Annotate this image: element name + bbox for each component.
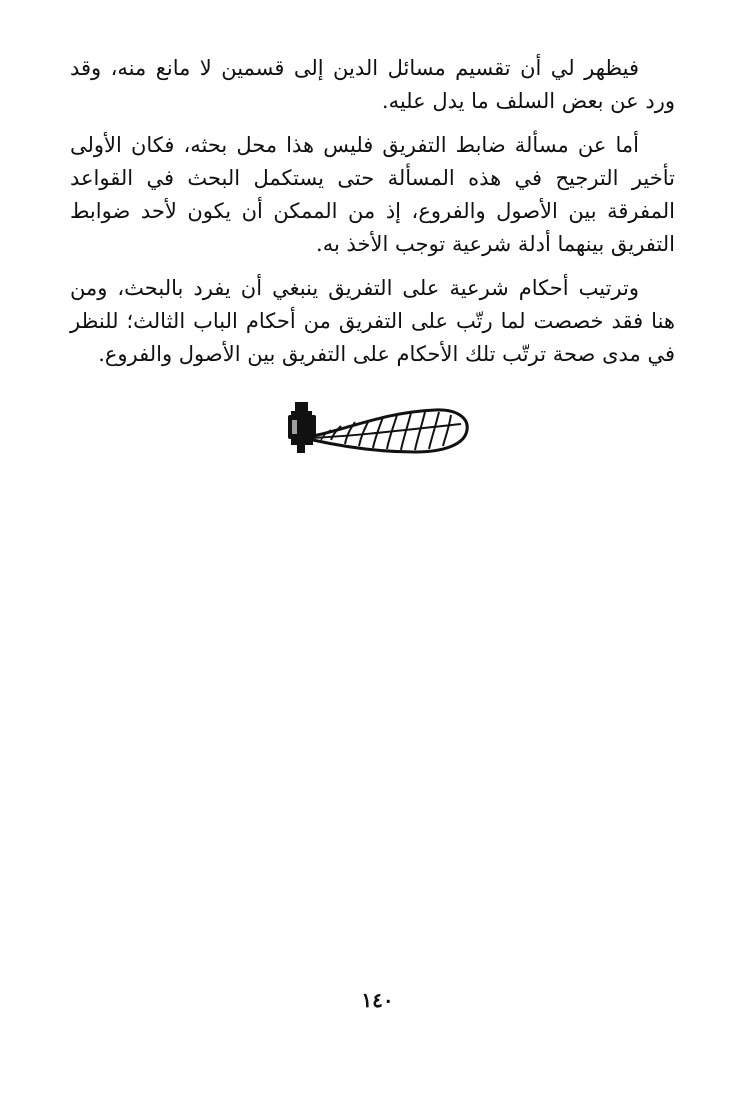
paragraph-1: فيظهر لي أن تقسيم مسائل الدين إلى قسمين لا مانع منه، وقد ورد عن بعض السلف ما يدل عليه. — [70, 56, 675, 113]
paragraph-2: أما عن مسألة ضابط التفريق فليس هذا محل بحثه، فكان الأولى تأخير الترجيح في هذه المسألة حتى يستكمل البحث في القواعد المفرقة بين الأصول والفروع، إذ من الممكن أن يكون لأحد ضوابط التفريق بينهما أدلة شرعية توجب الأخذ به. — [70, 133, 675, 256]
paragraph-3: وترتيب أحكام شرعية على التفريق ينبغي أن يفرد بالبحث، ومن هنا فقد خصصت لما رتّب على التفريق من أحكام الباب الثالث؛ للنظر في مدى صحة ترتّب تلك الأحكام على التفريق بين الأصول والفروع. — [70, 276, 675, 366]
body-text — [70, 52, 675, 382]
page-number: ١٤٠ — [361, 988, 394, 1012]
quill-and-inkwell-icon — [285, 400, 471, 460]
